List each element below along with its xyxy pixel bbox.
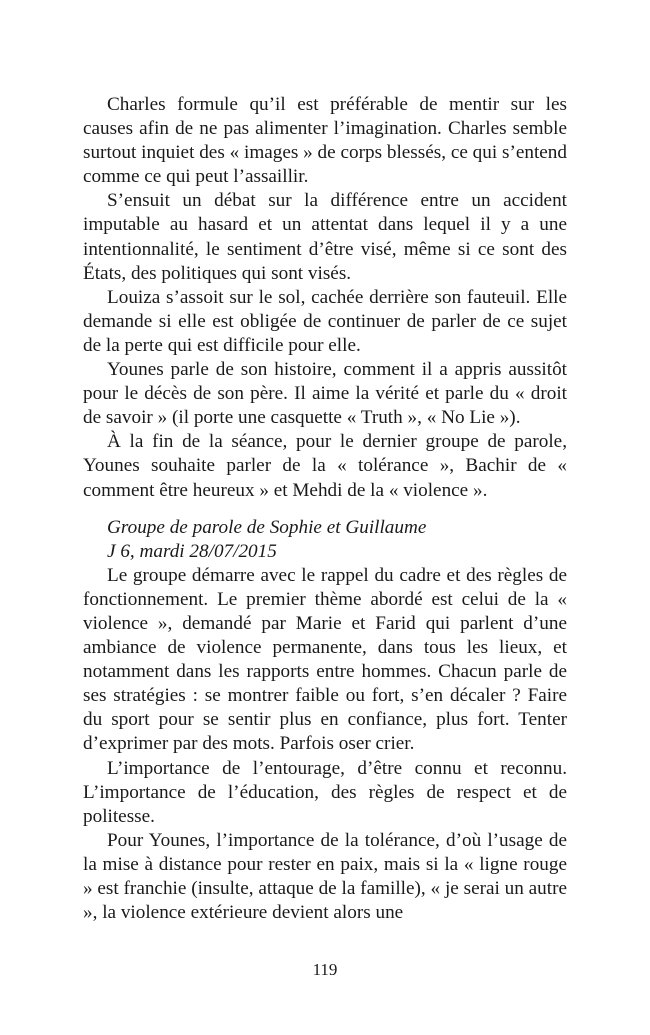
body-text: [83, 93, 567, 925]
section-heading-title: Groupe de parole de Sophie et Guillaume: [107, 516, 427, 538]
paragraph-groupe-demarre: Le groupe démarre avec le rappel du cadre et des règles de fonctionnement. Le premier thème abordé est celui de la « violence », demandé par Marie et Farid qui parlent d’une ambiance de violence permanente, dans tous les lieux, et notamment dans les rapports entre hommes. Chacun parle de ses stratégies : se montrer faible ou fort, s’en décaler ? Faire du sport pour se sentir plus en confiance, plus fort. Tenter d’exprimer par des mots. Parfois oser crier.: [83, 564, 567, 755]
paragraph-debat: S’ensuit un débat sur la différence entre un accident imputable au hasard et un attentat dans lequel il y a une intentionnalité, le sentiment d’être visé, même si ce sont des États, des politiques qui sont visés.: [83, 190, 567, 284]
paragraph-charles: Charles formule qu’il est préférable de mentir sur les causes afin de ne pas alimenter l’imagination. Charles semble surtout inquiet des « images » de corps blessés, ce qui s’entend comme ce qui peut l’assaillir.: [83, 94, 567, 188]
paragraph-younes-histoire: Younes parle de son histoire, comment il a appris aussitôt pour le décès de son père. Il aime la vérité et parle du « droit de savoir » (il porte une casquette « Truth », « No Lie »).: [83, 359, 567, 429]
paragraph-louiza: Louiza s’assoit sur le sol, cachée derrière son fauteuil. Elle demande si elle est obligée de continuer de parler de ce sujet de la perte qui est difficile pour elle.: [83, 286, 567, 356]
section-heading-date: J 6, mardi 28/07/2015: [107, 540, 277, 562]
page-number: 119: [312, 960, 338, 979]
paragraph-younes-tolerance: Pour Younes, l’importance de la tolérance, d’où l’usage de la mise à distance pour rester en paix, mais si la « ligne rouge » est franchie (insulte, attaque de la famille), « je serai un autre », la violence extérieure devient alors une: [83, 829, 567, 924]
paragraph-fin-seance: À la fin de la séance, pour le dernier groupe de parole, Younes souhaite parler de la « tolérance », Bachir de « comment être heureux » et Mehdi de la « violence ».: [83, 431, 567, 501]
paragraph-entourage: L’importance de l’entourage, d’être connu et reconnu. L’importance de l’éducation, des règles de respect et de politesse.: [83, 757, 567, 827]
